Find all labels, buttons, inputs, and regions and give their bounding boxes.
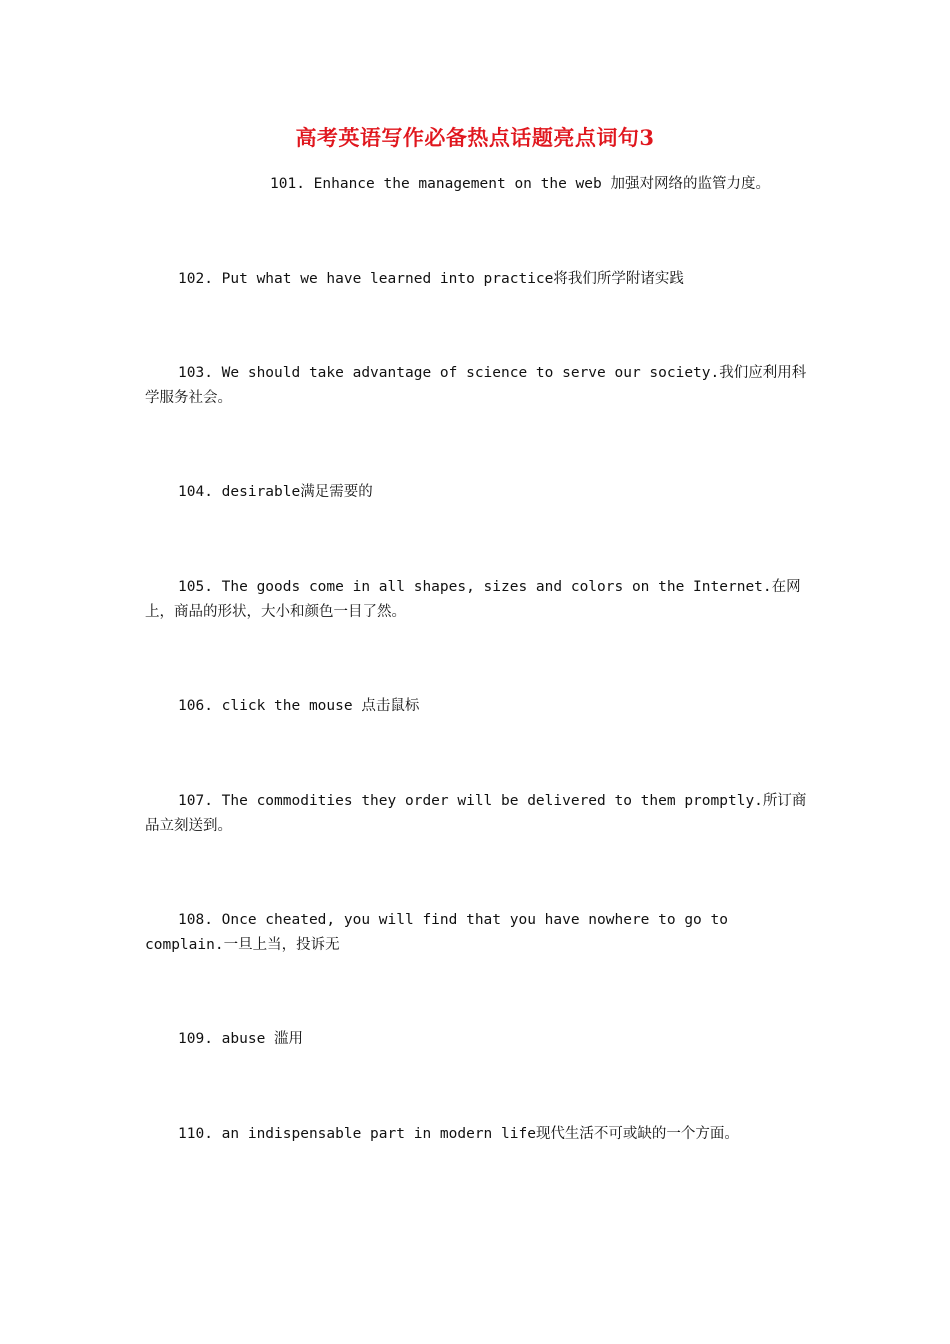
entry-english: an indispensable part in modern life bbox=[221, 1126, 536, 1142]
entry-english: Put what we have learned into practice bbox=[221, 271, 554, 287]
entry-english: desirable bbox=[221, 484, 301, 500]
entry-chinese: 一旦上当，投诉无 bbox=[223, 937, 340, 953]
entry-english: Once cheated, you will find that you have nowhere to go to complain. bbox=[145, 912, 728, 953]
entry-103 bbox=[145, 361, 815, 411]
entry-chinese: 所订商品立刻送到。 bbox=[145, 793, 807, 834]
entry-107 bbox=[145, 789, 815, 839]
entry-105 bbox=[145, 575, 815, 625]
entry-number: 102. bbox=[178, 271, 213, 287]
entry-chinese: 满足需要的 bbox=[300, 484, 373, 500]
entry-number: 101. bbox=[270, 176, 305, 192]
entry-chinese: 点击鼠标 bbox=[361, 698, 420, 714]
document-title: 高考英语写作必备热点话题亮点词句3 bbox=[295, 125, 655, 150]
entry-chinese: 我们应利用科学服务社会。 bbox=[145, 365, 807, 406]
entry-number: 104. bbox=[178, 484, 213, 500]
entry-chinese: 现代生活不可或缺的一个方面。 bbox=[535, 1126, 739, 1142]
entry-102 bbox=[145, 267, 815, 292]
entry-chinese: 加强对网络的监管力度。 bbox=[610, 176, 770, 192]
entry-number: 105. bbox=[178, 579, 213, 595]
entry-english: click the mouse bbox=[221, 698, 362, 714]
entry-english: The goods come in all shapes, sizes and colors on the Internet. bbox=[221, 579, 772, 595]
entry-english: abuse bbox=[221, 1031, 275, 1047]
entry-number: 107. bbox=[178, 793, 213, 809]
entry-number: 110. bbox=[178, 1126, 213, 1142]
entry-106 bbox=[145, 694, 815, 719]
entry-108 bbox=[145, 908, 815, 958]
entry-chinese: 在网上，商品的形状，大小和颜色一目了然。 bbox=[145, 579, 801, 620]
entry-number: 106. bbox=[178, 698, 213, 714]
entry-english: We should take advantage of science to serve our society. bbox=[221, 365, 720, 381]
entry-104 bbox=[145, 480, 815, 505]
entry-english: Enhance the management on the web bbox=[313, 176, 611, 192]
entry-101 bbox=[145, 172, 815, 197]
entry-number: 109. bbox=[178, 1031, 213, 1047]
entry-english: The commodities they order will be delivered to them promptly. bbox=[221, 793, 763, 809]
entry-109 bbox=[145, 1027, 815, 1052]
entry-number: 108. bbox=[178, 912, 213, 928]
entry-number: 103. bbox=[178, 365, 213, 381]
entry-chinese: 将我们所学附诸实践 bbox=[553, 271, 684, 287]
entry-chinese: 滥用 bbox=[274, 1031, 304, 1047]
entry-110 bbox=[145, 1122, 815, 1147]
